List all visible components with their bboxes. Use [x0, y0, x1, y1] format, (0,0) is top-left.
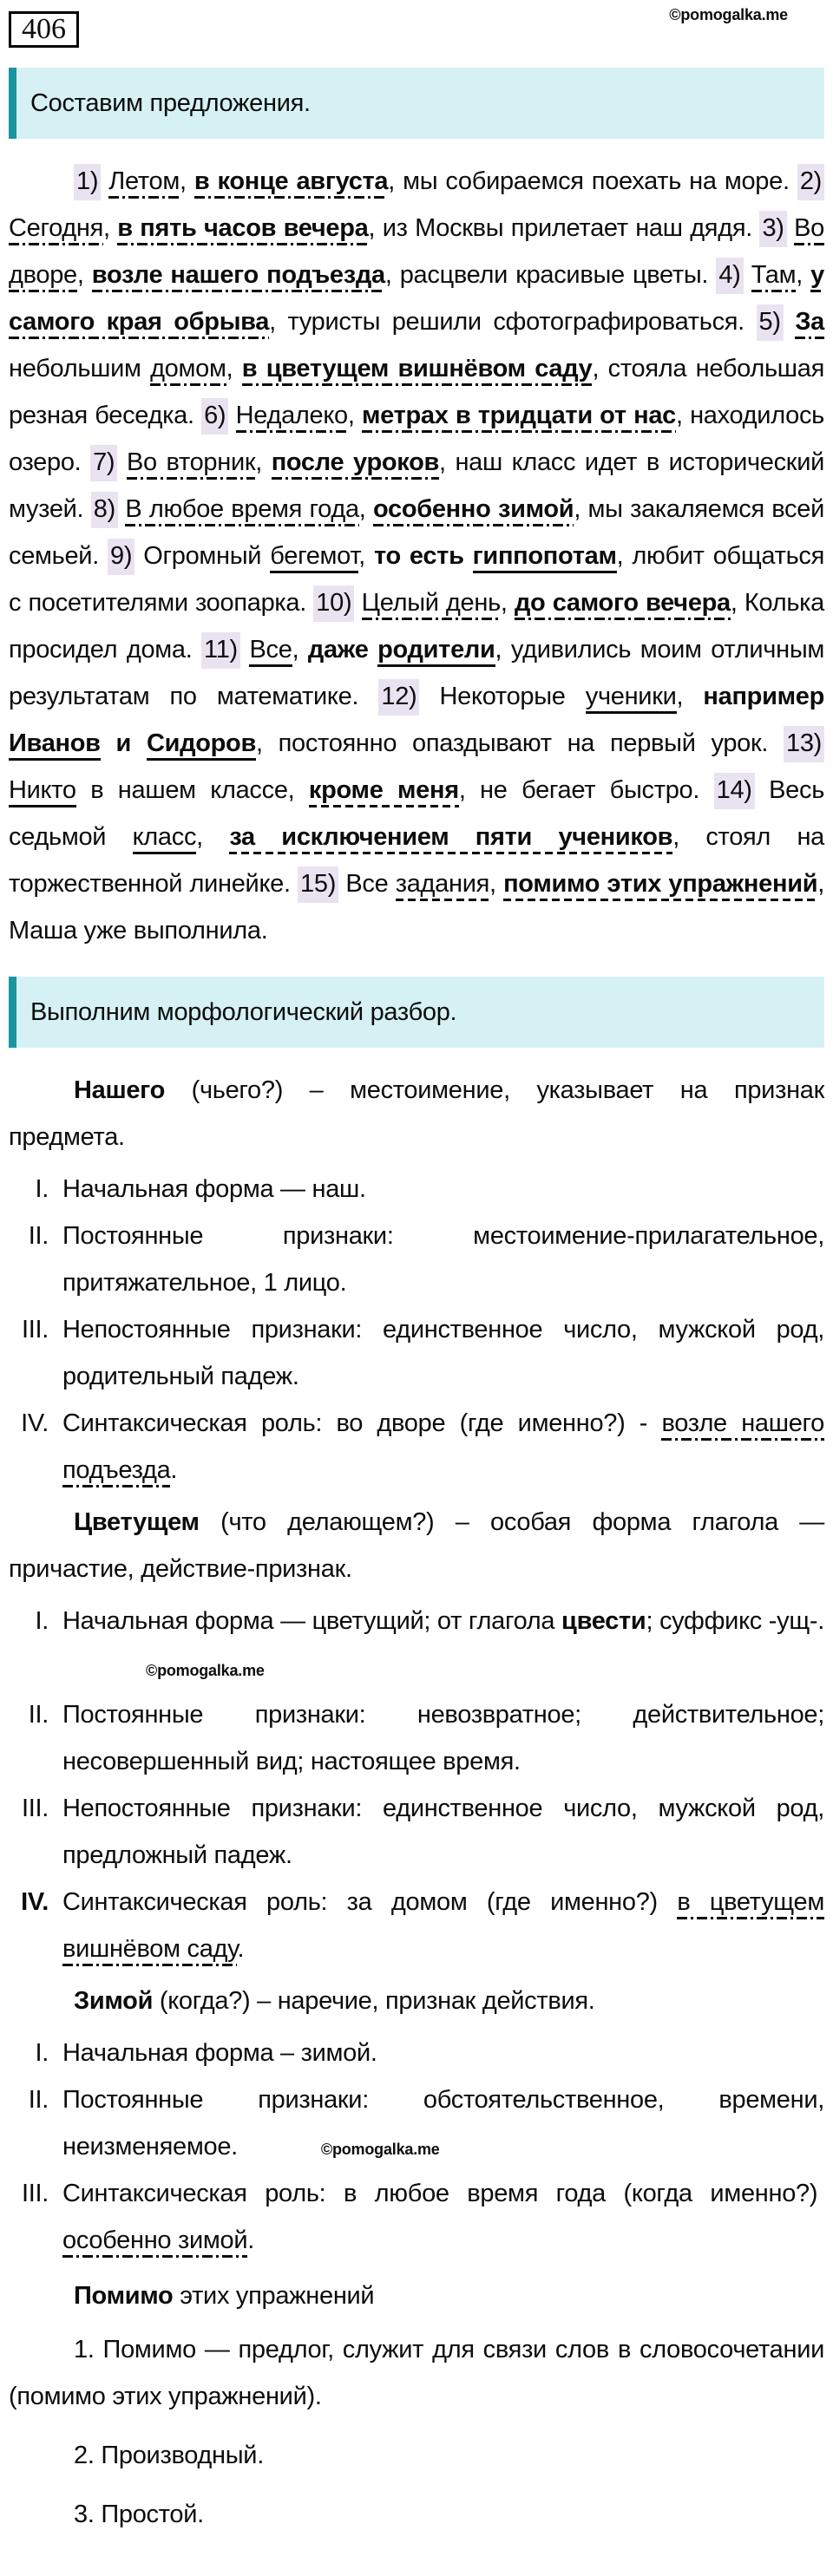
roman-numeral: I. — [35, 1607, 49, 1635]
sentence-number: 13) — [784, 726, 824, 762]
analysis-list — [9, 1598, 824, 1972]
text-segment: Весь седьмой — [9, 776, 824, 851]
underlined-phrase: за исключением пяти учеников — [229, 823, 672, 854]
sentence-number: 4) — [716, 258, 743, 294]
text-segment: Некоторые — [419, 683, 586, 710]
underlined-phrase: ученики — [586, 683, 677, 714]
text-segment: (когда?) – наречие, признак действия. — [153, 1987, 595, 2015]
sentence-number: 12) — [378, 679, 419, 716]
text-segment: , стояла небольшая резная беседка. — [9, 355, 824, 429]
text-segment: Синтаксическая роль: во дворе (где именно?) - — [62, 1409, 662, 1437]
text-segment: . — [237, 1935, 245, 1963]
text-segment: и — [100, 729, 147, 757]
analysis-item — [9, 1166, 824, 1213]
text-segment — [101, 167, 108, 195]
text-segment — [240, 636, 250, 664]
analysis-section-nashego — [9, 1067, 824, 1494]
text-segment: Помимо — [74, 2282, 174, 2310]
underlined-phrase: возле нашего подъезда — [62, 1409, 824, 1487]
underlined-phrase: Недалеко — [236, 402, 348, 433]
sentence-number: 7) — [90, 445, 117, 481]
underlined-phrase: Во вторник — [127, 448, 255, 480]
text-segment — [354, 589, 361, 617]
text-segment: цвести — [561, 1607, 646, 1635]
text-segment: , Маша уже выполнила. — [9, 870, 825, 945]
pomimo-title — [9, 2272, 824, 2319]
roman-numeral: III. — [21, 1795, 49, 1822]
text-segment: . — [247, 2226, 255, 2254]
text-segment: , не бегает быстро. — [458, 776, 714, 804]
underlined-phrase: особенно зимой — [373, 495, 574, 526]
underlined-phrase: Сегодня — [9, 214, 103, 245]
underlined-phrase: Во дворе — [9, 214, 824, 292]
analysis-intro — [9, 1978, 824, 2024]
underlined-phrase: Целый день — [362, 589, 501, 620]
underlined-phrase: Все — [249, 636, 292, 667]
callout-compose-sentences — [9, 68, 824, 139]
pomimo-section — [9, 2272, 824, 2538]
text-segment: Нашего — [74, 1076, 165, 1104]
roman-numeral: III. — [21, 1316, 49, 1344]
text-segment: Синтаксическая роль: в любое время года (когда именно?) — [62, 2180, 824, 2207]
analysis-item-text — [62, 1691, 824, 1785]
analysis-item-text — [62, 2030, 824, 2076]
text-segment: , — [180, 167, 194, 195]
analysis-item — [9, 2170, 824, 2264]
underlined-phrase: класс — [133, 823, 197, 854]
underlined-phrase: гиппопотам — [473, 542, 617, 573]
underlined-phrase: в конце августа — [194, 167, 388, 199]
underlined-phrase: до самого вечера — [515, 589, 731, 620]
analysis-item-text — [62, 1306, 824, 1400]
roman-numeral: IV. — [21, 1888, 49, 1916]
text-segment: Синтаксическая роль: за домом (где именно?) — [62, 1888, 678, 1916]
sentence-number: 2) — [797, 164, 824, 200]
text-segment: например — [703, 683, 825, 710]
text-segment: Огромный — [134, 542, 271, 570]
text-segment: в нашем классе, — [75, 776, 309, 804]
text-segment: , удивились моим отличным результатам по математике. — [9, 636, 825, 710]
analysis-item — [9, 1691, 824, 1785]
text-segment — [784, 308, 796, 336]
underlined-phrase: Иванов — [9, 729, 101, 761]
callout-compose-text: Составим предложения. — [30, 89, 311, 117]
text-segment: , — [676, 683, 704, 710]
underlined-phrase: у самого края обрыва — [9, 261, 824, 339]
text-segment: , постоянно опаздывают на первый урок. — [256, 729, 784, 757]
underlined-phrase: особенно зимой — [62, 2226, 247, 2258]
text-segment: , Колька просидел дома. — [9, 589, 824, 664]
text-segment: даже — [307, 636, 378, 664]
underlined-phrase: Никто — [9, 776, 76, 807]
pomimo-item-3 — [9, 2491, 824, 2538]
text-segment: , — [226, 355, 242, 382]
underlined-phrase: возле нашего подъезда — [92, 261, 385, 292]
roman-numeral: I. — [35, 1175, 49, 1203]
underlined-phrase: За — [795, 308, 824, 339]
underlined-phrase: в цветущем вишнёвом саду — [242, 355, 593, 386]
roman-numeral: I. — [35, 2039, 49, 2067]
text-segment: Постоянные признаки: обстоятельственное, времени, неизменяемое. — [62, 2086, 824, 2161]
text-segment: , из Москвы прилетает наш дядя. — [368, 214, 760, 242]
text-segment: , — [347, 402, 362, 429]
text-segment: этих упражнений — [173, 2282, 375, 2310]
text-segment: , наш класс идет в исторический музей. — [9, 448, 824, 523]
analysis-list — [9, 2030, 824, 2264]
text-segment: 2. Производный. — [74, 2442, 264, 2469]
pomimo-item-2 — [9, 2432, 824, 2479]
text-segment — [117, 448, 127, 476]
sentences-paragraph — [9, 158, 824, 954]
sentence-number: 11) — [201, 632, 240, 669]
sentence-number: 15) — [298, 866, 338, 903]
text-segment: , — [76, 261, 92, 289]
text-segment — [787, 214, 794, 242]
analysis-item-text — [62, 1166, 824, 1213]
analysis-item — [9, 1879, 824, 1972]
exercise-number-badge: 406 — [9, 11, 79, 48]
analysis-item — [9, 2030, 824, 2076]
sentence-number: 10) — [313, 585, 354, 622]
pomimo-item-1 — [9, 2326, 824, 2420]
text-segment: (чьего?) – местоимение, указывает на признак предмета. — [9, 1076, 824, 1151]
underlined-phrase: В любое время года — [125, 495, 358, 526]
text-segment: , — [292, 636, 308, 664]
underlined-phrase: метрах в тридцати от нас — [362, 402, 676, 433]
text-segment: , — [489, 870, 504, 898]
underlined-phrase: после уроков — [272, 448, 439, 480]
analysis-item-text — [62, 1879, 824, 1972]
text-segment: , — [196, 823, 230, 851]
sentence-number: 9) — [108, 539, 134, 575]
roman-numeral: II. — [28, 1701, 49, 1729]
text-segment — [228, 402, 235, 429]
text-segment: , стоял на торжественной линейке. — [9, 823, 824, 898]
roman-numeral: II. — [28, 1222, 49, 1250]
text-segment: , любит общаться с посетителями зоопарка. — [9, 542, 824, 617]
watermark-top: ©pomogalka.me — [669, 6, 788, 23]
analysis-item — [9, 1400, 824, 1494]
sentence-number: 6) — [201, 398, 228, 435]
text-segment: , находилось озеро. — [9, 402, 824, 476]
text-segment: , мы закаляемся всей семьей. — [9, 495, 824, 570]
text-segment: 1. Помимо — предлог, служит для связи слов в словосочетании (помимо этих упражнений). — [9, 2336, 824, 2410]
analysis-intro — [9, 1499, 824, 1592]
analysis-item — [9, 1785, 824, 1879]
text-segment: Зимой — [74, 1987, 154, 2015]
text-segment: Постоянные признаки: местоимение-прилагательное, притяжательное, 1 лицо. — [62, 1222, 824, 1297]
watermark-inline: ©pomogalka.me — [320, 2141, 440, 2158]
analysis-section-cvetushchem — [9, 1499, 824, 1972]
text-segment: , — [255, 448, 272, 476]
underlined-phrase: бегемот — [270, 542, 358, 573]
analysis-item-text — [62, 1213, 824, 1306]
analysis-item-text — [62, 1598, 824, 1691]
underlined-phrase: Там — [751, 261, 797, 292]
text-segment: , — [796, 261, 811, 289]
analysis-intro — [9, 1067, 824, 1161]
underlined-phrase: в пять часов вечера — [117, 214, 368, 245]
underlined-phrase: Сидоров — [147, 729, 256, 761]
underlined-phrase: Летом — [108, 167, 180, 199]
underlined-phrase: помимо этих упражнений — [503, 870, 817, 901]
text-segment: Непостоянные признаки: единственное число, мужской род, родительный падеж. — [62, 1316, 824, 1390]
analysis-item-text — [62, 1785, 824, 1879]
analysis-item-text — [62, 2170, 824, 2264]
analysis-item — [9, 1306, 824, 1400]
text-segment — [744, 261, 751, 289]
analysis-section-zimoy — [9, 1978, 824, 2264]
text-segment: , — [358, 542, 374, 570]
text-segment: . — [170, 1456, 178, 1484]
callout-morphological-analysis — [9, 977, 824, 1048]
text-segment: (что делающем?) – особая форма глагола — причастие, действие-признак. — [9, 1508, 824, 1583]
watermark-inline: ©pomogalka.me — [146, 1662, 265, 1679]
text-segment: 3. Простой. — [74, 2501, 204, 2528]
roman-numeral: II. — [28, 2086, 49, 2114]
text-segment: , — [500, 589, 515, 617]
sentence-number: 3) — [759, 211, 786, 247]
sentence-number: 8) — [91, 492, 118, 528]
text-segment: Все — [338, 870, 396, 898]
text-segment: , мы собираемся поехать на море. — [388, 167, 797, 195]
analysis-item — [9, 1598, 824, 1691]
callout-morph-text: Выполним морфологический разбор. — [30, 998, 457, 1026]
analysis-list — [9, 1166, 824, 1494]
text-segment: , — [358, 495, 373, 523]
analysis-item — [9, 2076, 824, 2170]
text-segment: , туристы решили сфотографироваться. — [269, 308, 757, 336]
sentence-number: 1) — [74, 164, 101, 200]
text-segment: то есть — [373, 542, 473, 570]
analysis-item-text — [62, 1400, 824, 1494]
underlined-phrase: домом — [150, 355, 226, 386]
text-segment: , расцвели красивые цветы. — [384, 261, 717, 289]
roman-numeral: IV. — [21, 1409, 49, 1437]
underlined-phrase: в цветущем вишнёвом саду — [62, 1888, 824, 1966]
underlined-phrase: задания — [396, 870, 489, 901]
underlined-phrase: кроме меня — [309, 776, 459, 807]
text-segment: Непостоянные признаки: единственное число, мужской род, предложный падеж. — [62, 1795, 824, 1869]
text-segment: Постоянные признаки: невозвратное; действительное; несовершенный вид; настоящее время. — [62, 1701, 824, 1775]
text-segment: Начальная форма — цветущий; от глагола — [62, 1607, 562, 1635]
text-segment: небольшим — [9, 355, 151, 382]
text-segment: Начальная форма — наш. — [62, 1175, 366, 1203]
analysis-item-text — [62, 2076, 824, 2170]
text-segment: ; суффикс -ущ-. — [646, 1607, 824, 1635]
roman-numeral: III. — [21, 2180, 49, 2207]
text-segment: Цветущем — [74, 1508, 200, 1536]
text-segment: Начальная форма – зимой. — [62, 2039, 377, 2067]
text-segment: , — [103, 214, 118, 242]
analysis-item — [9, 1213, 824, 1306]
underlined-phrase: родители — [377, 636, 495, 667]
sentence-number: 5) — [757, 304, 784, 341]
sentence-number: 14) — [714, 773, 755, 809]
